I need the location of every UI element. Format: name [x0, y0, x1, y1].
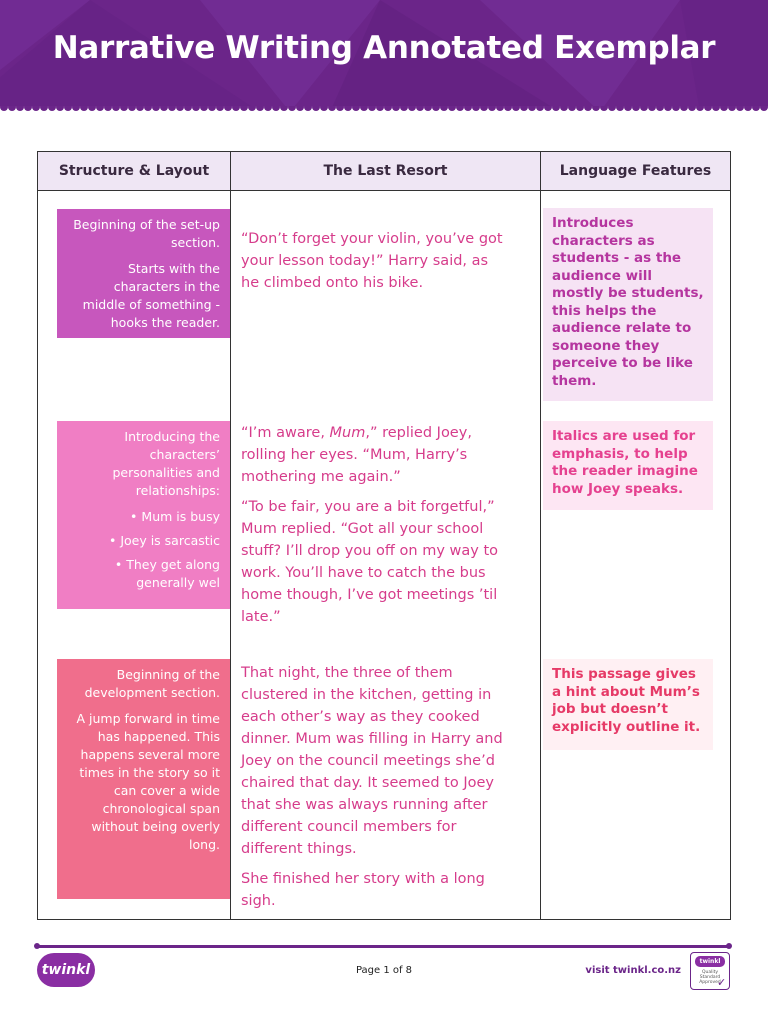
badge-logo: twinkl — [695, 956, 725, 967]
character-traits-list — [71, 508, 220, 592]
column-header-structure: Structure & Layout — [38, 152, 230, 190]
story-italic-text: Mum — [329, 425, 366, 441]
footer-divider-end — [726, 943, 732, 949]
column-header-language: Language Features — [541, 152, 730, 190]
column-divider — [540, 152, 541, 919]
structure-note-characters — [57, 421, 230, 609]
website-link[interactable]: visit twinkl.co.nz — [585, 965, 681, 976]
list-item: • Joey is sarcastic — [71, 532, 220, 550]
footer-divider — [37, 945, 729, 948]
list-item: • Mum is busy — [71, 508, 220, 526]
structure-note-text: Introducing the characters’ personalities and relationships: — [112, 429, 220, 498]
story-paragraph: She finished her story with a long sigh. — [241, 871, 485, 909]
structure-note-setup — [57, 209, 230, 338]
language-note-3: This passage gives a hint about Mum’s job but doesn’t explicitly outline it. — [543, 659, 713, 750]
page-header — [0, 0, 768, 112]
header-scallop — [0, 106, 768, 116]
story-passage-2 — [241, 422, 506, 628]
list-item: • They get along generally wel — [71, 556, 220, 592]
story-text: ,” replied Joey, rolling her eyes. “Mum, Harry’s mothering me again.” — [241, 425, 472, 485]
structure-note-development — [57, 659, 230, 899]
story-paragraph: “To be fair, you are a bit forgetful,” Mum replied. “Got all your school stuff? I’ll drop you off on my way to work. You’ll have to catch the bus home though, I’ve got meetings ’til late.” — [241, 499, 499, 625]
footer-divider-end — [34, 943, 40, 949]
story-paragraph: That night, the three of them clustered in the kitchen, getting in each other’s way as they cooked dinner. Mum was filling in Harry and Joey on the council meetings she’d chaired that day. It seemed to Joey that she was always running after different council members for different things. — [241, 665, 503, 857]
column-divider — [230, 152, 231, 919]
story-passage-1 — [241, 228, 506, 294]
page-title: Narrative Writing Annotated Exemplar — [52, 30, 716, 66]
structure-note-text: Beginning of the development section. — [84, 667, 220, 700]
header-divider — [38, 190, 730, 191]
language-note-1: Introduces characters as students - as the audience will mostly be students, this helps the audience relate to someone they perceive to be like them. — [543, 208, 713, 401]
structure-note-text: Beginning of the set-up section. — [73, 217, 220, 250]
page-number: Page 1 of 8 — [355, 965, 413, 976]
story-paragraph — [241, 422, 506, 488]
structure-note-text: A jump forward in time has happened. This happens several more times in the story so it can cover a wide chronological span without being overly long. — [76, 711, 220, 852]
badge-label: Quality Standard Approved — [699, 970, 721, 985]
structure-note-text: Starts with the characters in the middle of something - hooks the reader. — [82, 261, 220, 330]
story-paragraph: “Don’t forget your violin, you’ve got your lesson today!” Harry said, as he climbed onto his bike. — [241, 231, 503, 291]
language-note-2: Italics are used for emphasis, to help the reader imagine how Joey speaks. — [543, 421, 713, 510]
twinkl-logo[interactable]: twinkl — [37, 953, 95, 987]
quality-badge — [690, 952, 730, 990]
column-header-story: The Last Resort — [231, 152, 540, 190]
story-passage-3 — [241, 662, 506, 912]
story-text: “I’m aware, — [241, 425, 330, 441]
checkmark-icon: ✓ — [717, 976, 727, 989]
